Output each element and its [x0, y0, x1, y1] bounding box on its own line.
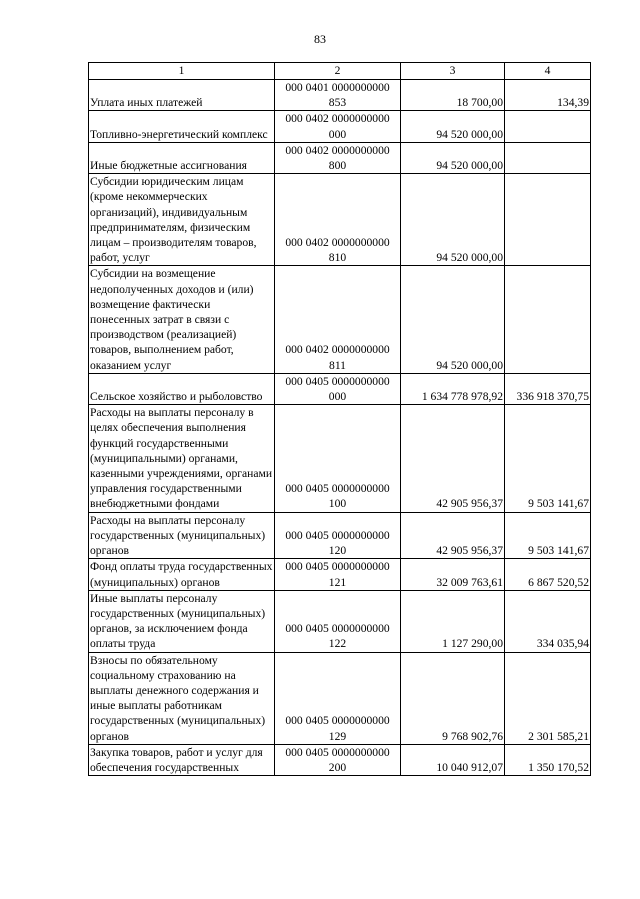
row-amount-3-cell: 18 700,00: [401, 80, 505, 111]
row-amount-4-cell: 334 035,94: [505, 590, 591, 652]
header-col-2: 2: [275, 63, 401, 80]
row-name-cell: Субсидии на возмещение недополученных доходов и (или) возмещение фактически понесенных затрат в связи с производством (реализацией) товаров, выполнением работ, оказанием услуг: [89, 266, 275, 373]
row-name-cell: Субсидии юридическим лицам (кроме некоммерческих организаций), индивидуальным предпринимателям, физическим лицам – производителям товаров, работ, услуг: [89, 174, 275, 266]
row-name-cell: Взносы по обязательному социальному страхованию на выплаты денежного содержания и иные выплаты работникам государственных (муниципальных) органов: [89, 652, 275, 744]
row-amount-3-cell: 94 520 000,00: [401, 174, 505, 266]
table-row: [89, 652, 591, 744]
row-amount-4-cell: [505, 142, 591, 173]
row-amount-4-cell: [505, 174, 591, 266]
row-name-cell: Иные бюджетные ассигнования: [89, 142, 275, 173]
row-amount-4-cell: 9 503 141,67: [505, 512, 591, 559]
row-amount-3-cell: 94 520 000,00: [401, 111, 505, 142]
row-code-cell: 000 0405 0000000000 200: [275, 744, 401, 775]
table-row: [89, 111, 591, 142]
row-amount-3-cell: 1 127 290,00: [401, 590, 505, 652]
row-name-cell: Закупка товаров, работ и услуг для обеспечения государственных: [89, 744, 275, 775]
row-amount-3-cell: 1 634 778 978,92: [401, 373, 505, 404]
row-amount-3-cell: 32 009 763,61: [401, 559, 505, 590]
row-amount-4-cell: 134,39: [505, 80, 591, 111]
row-name-cell: Расходы на выплаты персоналу государственных (муниципальных) органов: [89, 512, 275, 559]
row-name-cell: Фонд оплаты труда государственных (муниципальных) органов: [89, 559, 275, 590]
row-code-cell: 000 0402 0000000000 811: [275, 266, 401, 373]
row-code-cell: 000 0402 0000000000 800: [275, 142, 401, 173]
page-number: 83: [314, 32, 326, 46]
row-amount-3-cell: 94 520 000,00: [401, 266, 505, 373]
row-name-cell: Уплата иных платежей: [89, 80, 275, 111]
row-code-cell: 000 0405 0000000000 120: [275, 512, 401, 559]
row-code-cell: 000 0405 0000000000 121: [275, 559, 401, 590]
row-amount-4-cell: 2 301 585,21: [505, 652, 591, 744]
row-amount-3-cell: 42 905 956,37: [401, 405, 505, 512]
row-code-cell: 000 0402 0000000000 810: [275, 174, 401, 266]
table-row: [89, 512, 591, 559]
row-name-cell: Сельское хозяйство и рыболовство: [89, 373, 275, 404]
row-amount-4-cell: 336 918 370,75: [505, 373, 591, 404]
header-col-4: 4: [505, 63, 591, 80]
row-amount-3-cell: 42 905 956,37: [401, 512, 505, 559]
header-row: [89, 63, 591, 80]
table-row: [89, 266, 591, 373]
budget-table: [88, 62, 591, 776]
row-amount-4-cell: 1 350 170,52: [505, 744, 591, 775]
row-amount-3-cell: 10 040 912,07: [401, 744, 505, 775]
row-code-cell: 000 0401 0000000000 853: [275, 80, 401, 111]
header-col-3: 3: [401, 63, 505, 80]
table-row: [89, 373, 591, 404]
row-code-cell: 000 0402 0000000000 000: [275, 111, 401, 142]
row-amount-4-cell: [505, 266, 591, 373]
row-amount-4-cell: 6 867 520,52: [505, 559, 591, 590]
table-row: [89, 174, 591, 266]
table-row: [89, 559, 591, 590]
row-name-cell: Расходы на выплаты персоналу в целях обеспечения выполнения функций государственными (муниципальными) органами, казенными учреждениями, органами управления государственными внебюджетными фондами: [89, 405, 275, 512]
table-row: [89, 744, 591, 775]
row-name-cell: Топливно-энергетический комплекс: [89, 111, 275, 142]
row-code-cell: 000 0405 0000000000 100: [275, 405, 401, 512]
row-amount-3-cell: 94 520 000,00: [401, 142, 505, 173]
table-row: [89, 142, 591, 173]
row-amount-3-cell: 9 768 902,76: [401, 652, 505, 744]
row-amount-4-cell: [505, 111, 591, 142]
table-row: [89, 80, 591, 111]
row-code-cell: 000 0405 0000000000 122: [275, 590, 401, 652]
table-row: [89, 405, 591, 512]
row-code-cell: 000 0405 0000000000 129: [275, 652, 401, 744]
row-name-cell: Иные выплаты персоналу государственных (муниципальных) органов, за исключением фонда оплаты труда: [89, 590, 275, 652]
table-row: [89, 590, 591, 652]
row-amount-4-cell: 9 503 141,67: [505, 405, 591, 512]
row-code-cell: 000 0405 0000000000 000: [275, 373, 401, 404]
header-col-1: 1: [89, 63, 275, 80]
